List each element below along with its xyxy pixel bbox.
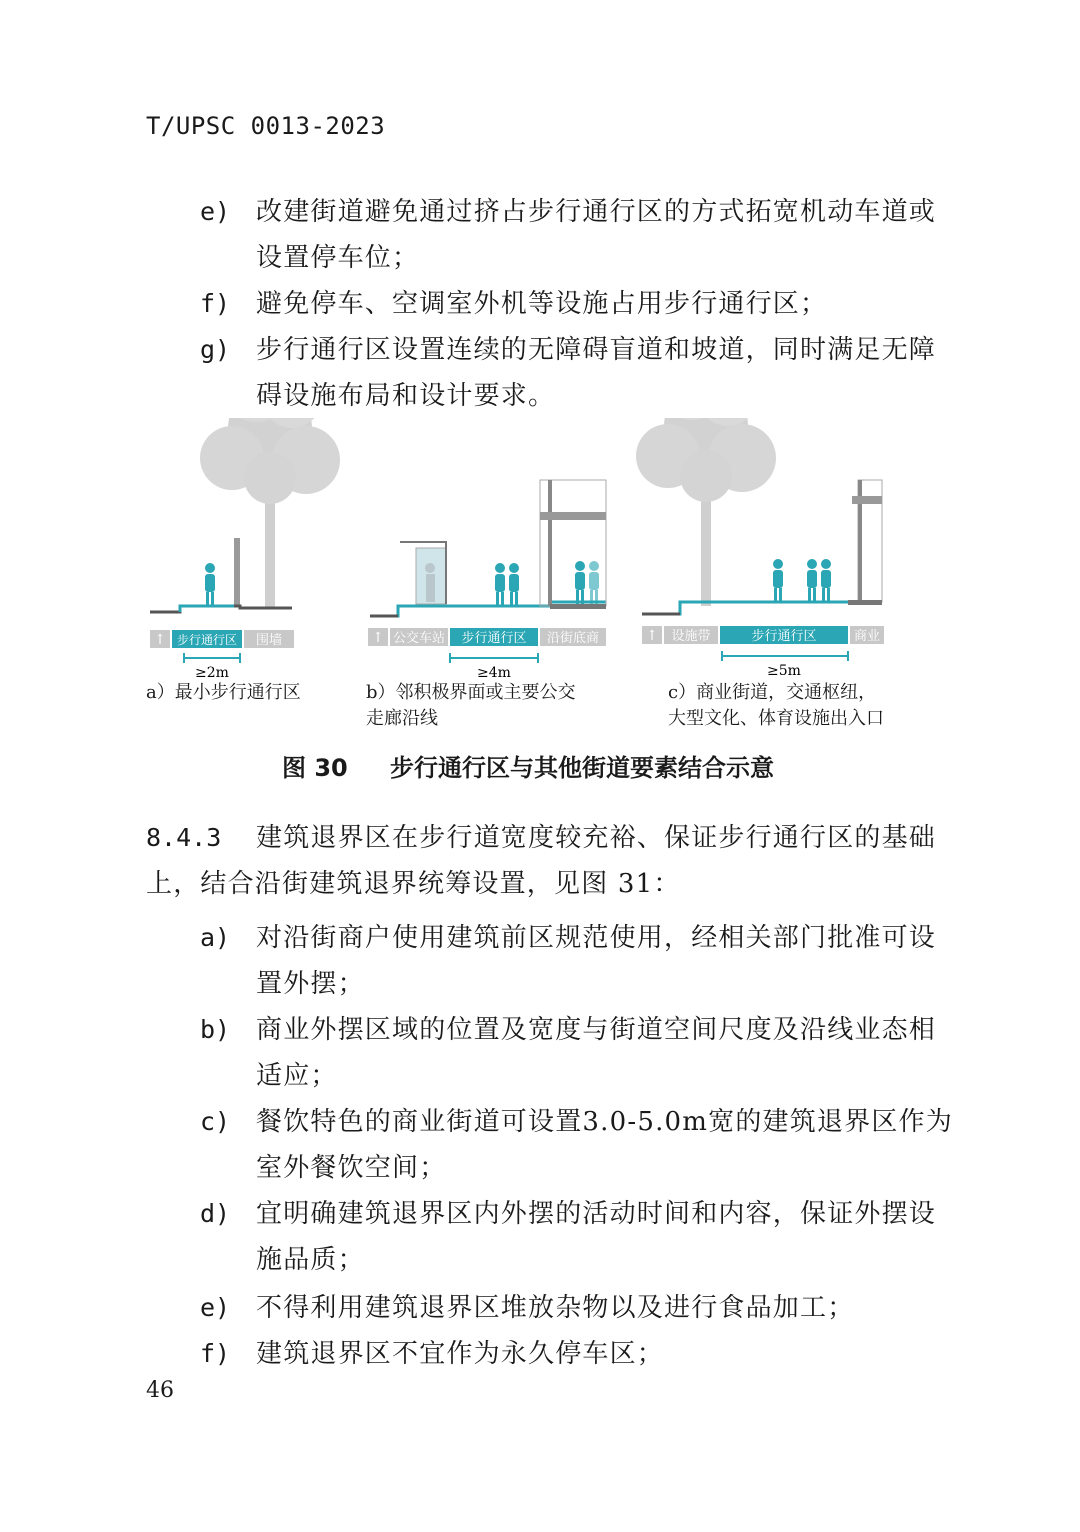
svg-text:↑: ↑ [372,630,384,646]
list-text: 商业外摆区域的位置及宽度与街道空间尺度及沿线业态相 [256,1015,937,1045]
band-label: 步行通行区 [461,631,527,646]
section-text: 上，结合沿街建筑退界统筹设置，见图 31： [146,869,681,899]
section-number: 8.4.3 [146,823,222,852]
list-text: 改建街道避免通过挤占步行通行区的方式拓宽机动车道或 [256,197,937,227]
list-label: e) [200,197,231,226]
list-text: 避免停车、空调室外机等设施占用步行通行区； [256,289,828,319]
svg-text:↑: ↑ [154,632,166,648]
subcaption-a: a）最小步行通行区 [146,682,301,703]
list-label: b) [200,1015,231,1044]
list-text: 不得利用建筑退界区堆放杂物以及进行食品加工； [256,1293,855,1323]
band-label: 步行通行区 [751,629,817,644]
panel-b [368,480,606,678]
subcaption-c: c）商业街道，交通枢纽， [668,682,877,703]
subcaption-b: 走廊沿线 [366,708,438,729]
band-label: 围墙 [255,633,283,648]
list-text: 建筑退界区不宜作为永久停车区； [256,1339,665,1369]
list-text: 室外餐饮空间； [256,1153,447,1183]
list-label: c) [200,1107,231,1136]
figure-number: 图 30 [282,754,348,782]
street-section-figure [140,418,900,678]
subcaption-c: 大型文化、体育设施出入口 [668,708,884,729]
list-label: a) [200,923,231,952]
band-label: 沿街底商 [546,631,600,646]
svg-text:↑: ↑ [646,628,658,644]
page-number: 46 [146,1378,174,1403]
band-label: 公交车站 [392,631,446,646]
list-text: 施品质； [256,1245,365,1275]
width-label: ≥5m [767,663,801,678]
figure-caption: 步行通行区与其他街道要素结合示意 [390,754,774,782]
list-text: 适应； [256,1061,338,1091]
panel-c [636,418,884,678]
list-text: 餐饮特色的商业街道可设置3.0-5.0m宽的建筑退界区作为 [256,1107,953,1137]
width-label: ≥4m [477,665,511,678]
section-text: 建筑退界区在步行道宽度较充裕、保证步行通行区的基础 [256,823,937,853]
list-text: 置外摆； [256,969,365,999]
list-label: f) [200,1339,231,1368]
width-label: ≥2m [195,665,229,678]
list-text: 设置停车位； [256,243,420,273]
list-label: f) [200,289,231,318]
band-label: 设施带 [671,629,711,644]
list-text: 宜明确建筑退界区内外摆的活动时间和内容，保证外摆设 [256,1199,937,1229]
panel-a [150,418,340,678]
list-text: 对沿街商户使用建筑前区规范使用，经相关部门批准可设 [256,923,937,953]
list-label: d) [200,1199,231,1228]
document-id: T/UPSC 0013-2023 [146,112,386,140]
subcaption-b: b）邻积极界面或主要公交 [366,682,576,703]
band-label: 商业 [853,629,881,644]
list-label: e) [200,1293,231,1322]
list-label: g) [200,335,231,364]
list-text: 步行通行区设置连续的无障碍盲道和坡道，同时满足无障 [256,335,937,365]
list-text: 碍设施布局和设计要求。 [256,381,556,411]
band-label: 步行通行区 [176,633,238,647]
